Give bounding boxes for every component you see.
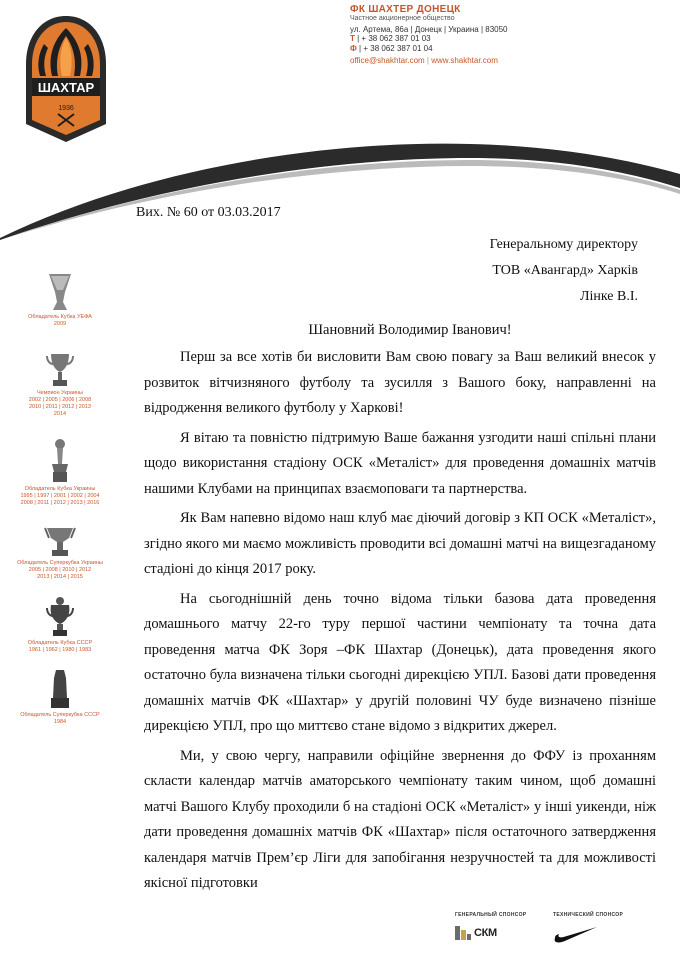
trophy-caption: Обладатель Кубка УЕФА: [28, 314, 92, 320]
trophy-ukraine-cup: [0, 438, 120, 507]
trophy-years: 1984: [53, 719, 67, 725]
trophy-years: 2002 | 2005 | 2006 | 2008: [28, 397, 92, 403]
trophy-caption: Обладатель Суперкубка СССР: [20, 712, 100, 718]
trophy-ukraine-champion: [0, 350, 120, 418]
club-type: Частное акционерное общество: [350, 15, 455, 22]
trophy-caption: Обладатель Кубка СССР: [27, 640, 93, 646]
club-phone: Т | + 38 062 387 01 03: [350, 34, 431, 43]
trophy-caption: Обладатель Кубка Украины: [24, 486, 96, 492]
trophy-years: 1995 | 1997 | 2001 | 2002 | 2004: [20, 493, 100, 499]
logo-text: ШАХТАР: [37, 80, 95, 95]
technical-sponsor: [553, 912, 623, 949]
trophy-caption: Чемпион Украины: [36, 390, 83, 396]
trophy-years: 2010 | 2011 | 2012 | 2013: [29, 404, 91, 410]
club-contact-block: [350, 4, 508, 65]
ussr-supercup-icon: [47, 668, 73, 710]
ukraine-cup-icon: [48, 438, 72, 484]
trophy-years: 2005 | 2008 | 2010 | 2012: [28, 567, 92, 573]
scm-logo: [455, 926, 526, 940]
trophy-caption: Обладатель Суперкубка Украины: [17, 560, 103, 566]
trophy-uefa-cup: [0, 272, 120, 328]
fax-number: + 38 062 387 01 04: [363, 44, 433, 53]
addressee-line: Лінке В.І.: [579, 289, 638, 304]
trophy-ussr-supercup: [0, 668, 120, 726]
general-sponsor-label: ГЕНЕРАЛЬНЫЙ СПОНСОР: [455, 912, 527, 918]
letter-paragraph: Перш за все хотів би висловити Вам свою повагу за Ваш великий внесок у розвиток вітчизняного футболу та зусилля з Вашого боку, направленні на відродження великого футболу у Харкові!: [144, 349, 656, 416]
salutation: Шановний Володимир Іванович!: [308, 322, 512, 338]
general-sponsor: [455, 912, 526, 940]
letter-body: [144, 345, 656, 897]
club-web: [350, 56, 508, 65]
club-email: office@shakhtar.com: [350, 56, 425, 65]
fax-label: Ф: [350, 44, 357, 53]
trophy-ussr-cup: [0, 596, 120, 654]
header-swoosh: [0, 130, 680, 240]
ukraine-champion-cup-icon: [45, 350, 75, 388]
web-separator: |: [424, 56, 432, 65]
scm-name: СКМ: [474, 927, 497, 939]
scm-icon: [455, 926, 471, 940]
club-name: ФК ШАХТЕР ДОНЕЦК: [350, 4, 461, 15]
ussr-cup-icon: [45, 596, 75, 638]
club-address: ул. Артема, 86а | Донецк | Украина | 83050: [350, 25, 508, 34]
uefa-cup-icon: [45, 272, 75, 312]
addressee-line: ТОВ «Авангард» Харків: [492, 263, 638, 278]
club-fax: Ф | + 38 062 387 01 04: [350, 44, 433, 53]
technical-sponsor-label: ТЕХНИЧЕСКИЙ СПОНСОР: [553, 912, 624, 918]
addressee-block: [490, 232, 638, 310]
ukraine-supercup-icon: [43, 524, 77, 558]
trophy-years: 1961 | 1962 | 1980 | 1983: [28, 647, 92, 653]
club-logo: [22, 14, 110, 144]
nike-swoosh-icon: [553, 924, 599, 944]
letter-paragraph: Ми, у свою чергу, направили офіційне звернення до ФФУ із проханням скласти календар матчів аматорського чемпіонату таким чином, щоб домашні матчі Вашого Клубу проходили б на стадіоні ОСК «Металіст» у інші уикенди, ніж дати проведення домашніх матчів ФК «Шахтар» після остаточного затвердження календаря матчів Прем’єр Ліги для запобігання незручностей та для можливості якісної підготовки: [144, 747, 656, 891]
trophy-years: 2014: [53, 411, 67, 417]
phone-number: + 38 062 387 01 03: [361, 34, 431, 43]
trophy-ukraine-supercup: [0, 524, 120, 581]
letter-paragraph: Я вітаю та повністю підтримую Ваше бажання узгодити наші спільні плани щодо використання стадіону ОСК «Металіст» для проведення домашніх матчів нашими Клубами на принципах взаємоповаги та партнерства.: [144, 429, 656, 497]
phone-label: Т: [350, 34, 355, 43]
outgoing-number: Вих. № 60 от 03.03.2017: [136, 205, 281, 220]
trophy-years: 2013 | 2014 | 2015: [37, 574, 83, 580]
addressee-line: Генеральному директору: [489, 237, 638, 252]
trophy-years: 2008 | 2011 | 2012 | 2013 | 2016: [20, 500, 100, 506]
letter-paragraph: Як Вам напевно відомо наш клуб має діючий договір з КП ОСК «Металіст», згідно якого ми маємо можливість проводити всі домашні матчі на вищезгаданому стадіоні до кінця 2017 року.: [144, 510, 656, 577]
trophy-years: 2009: [53, 321, 67, 327]
club-website: www.shakhtar.com: [431, 56, 498, 65]
letter-paragraph: На сьогоднішній день точно відома тільки базова дата проведення домашнього матчу 22-го туру першої частини чемпіонату та точна дата проведення матча ФК Зоря –ФК Шахтар (Донецьк), дата проведення якого остаточно була визначена тільки сьогодні дирекцією УПЛ. Базові дати проведення домашніх матчів ФК «Шахтар» у другій половині ЧУ буде визначено пізніше дирекцією УПЛ, про що миттєво стане відомо з відкритих джерел.: [144, 590, 656, 734]
logo-year: 1936: [58, 105, 74, 112]
